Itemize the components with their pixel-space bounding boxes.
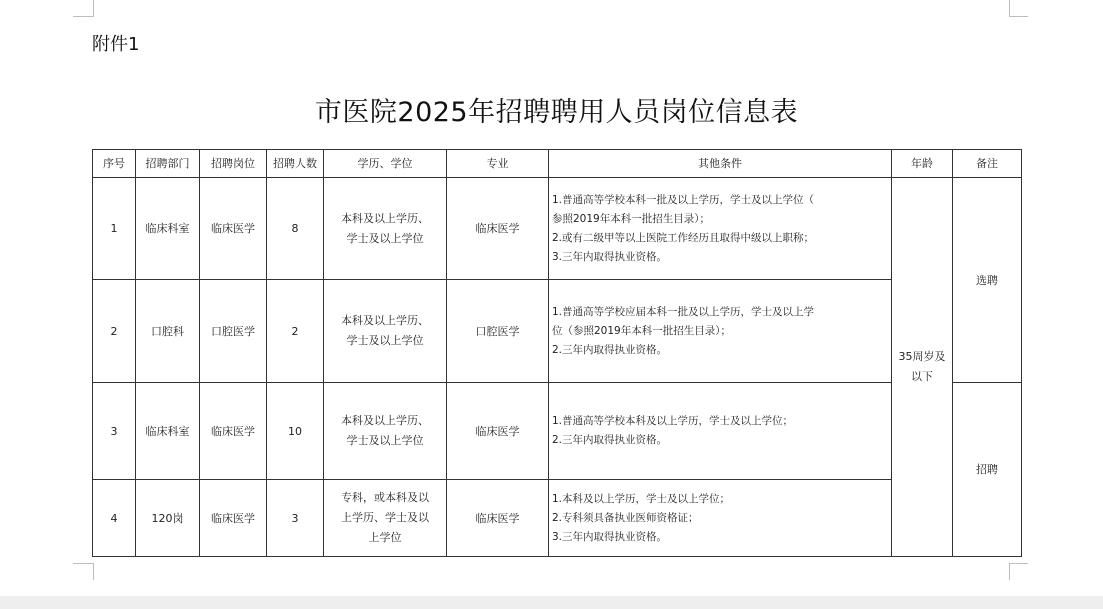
table-row — [93, 480, 1022, 557]
cell-post: 临床医学 — [200, 383, 267, 480]
cell-dept: 临床科室 — [136, 178, 200, 280]
cell-education — [324, 178, 447, 280]
condition-line: 2.专科须具备执业医师资格证； — [552, 511, 699, 524]
condition-line: 1.普通高等学校本科一批及以上学历，学士及以上学位（ — [552, 193, 815, 206]
education-line: 学士及以上学位 — [346, 334, 424, 347]
cell-education — [324, 480, 447, 557]
cell-seq: 1 — [93, 178, 136, 280]
condition-line: 1.普通高等学校应届本科一批及以上学历，学士及以上学 — [552, 305, 815, 318]
condition-line: 3.三年内取得执业资格。 — [552, 250, 668, 263]
header-remark: 备注 — [953, 150, 1022, 178]
cell-count: 2 — [267, 280, 324, 383]
cell-major: 口腔医学 — [447, 280, 549, 383]
cell-seq: 2 — [93, 280, 136, 383]
age-line: 以下 — [911, 370, 933, 383]
cell-dept: 口腔科 — [136, 280, 200, 383]
cell-conditions — [549, 280, 892, 383]
cell-conditions — [549, 480, 892, 557]
cell-conditions — [549, 383, 892, 480]
page-corner-mark — [73, 563, 94, 580]
cell-dept: 临床科室 — [136, 383, 200, 480]
cell-major: 临床医学 — [447, 178, 549, 280]
education-line: 本科及以上学历、 — [341, 314, 429, 327]
header-education: 学历、学位 — [324, 150, 447, 178]
age-line: 35周岁及 — [898, 350, 946, 363]
table-row — [93, 280, 1022, 383]
page-gap — [0, 596, 1103, 609]
header-row — [93, 150, 1022, 178]
page-corner-mark — [1009, 563, 1028, 580]
cell-count: 8 — [267, 178, 324, 280]
cell-count: 10 — [267, 383, 324, 480]
education-line: 学士及以上学位 — [346, 231, 424, 245]
cell-remark: 选聘 — [953, 178, 1022, 383]
education-line: 上学位 — [368, 531, 402, 544]
header-post: 招聘岗位 — [200, 150, 267, 178]
education-line: 本科及以上学历、 — [341, 414, 429, 427]
document-title: 市医院2025年招聘聘用人员岗位信息表 — [314, 97, 799, 128]
condition-line: 1.普通高等学校本科及以上学历，学士及以上学位； — [552, 415, 794, 427]
education-line: 本科及以上学历、 — [341, 211, 429, 225]
table-row — [93, 383, 1022, 480]
attachment-label: 附件1 — [92, 34, 140, 55]
cell-education — [324, 280, 447, 383]
header-dept: 招聘部门 — [136, 150, 200, 178]
cell-major: 临床医学 — [447, 383, 549, 480]
cell-education — [324, 383, 447, 480]
condition-line: 3.三年内取得执业资格。 — [552, 530, 668, 543]
header-conditions: 其他条件 — [549, 150, 892, 178]
page-corner-mark — [1009, 0, 1028, 17]
header-major: 专业 — [447, 150, 549, 178]
cell-post: 临床医学 — [200, 480, 267, 557]
cell-count: 3 — [267, 480, 324, 557]
condition-line: 2.或有二级甲等以上医院工作经历且取得中级以上职称； — [552, 231, 815, 244]
education-line: 上学历、学士及以 — [341, 511, 429, 524]
cell-seq: 3 — [93, 383, 136, 480]
cell-seq: 4 — [93, 480, 136, 557]
header-count: 招聘人数 — [267, 150, 324, 178]
condition-line: 位（参照2019年本科一批招生目录）； — [552, 324, 731, 337]
cell-major: 临床医学 — [447, 480, 549, 557]
cell-conditions — [549, 178, 892, 280]
condition-line: 参照2019年本科一批招生目录）； — [552, 212, 710, 225]
cell-post: 临床医学 — [200, 178, 267, 280]
header-seq: 序号 — [93, 150, 136, 178]
condition-line: 2.三年内取得执业资格。 — [552, 434, 668, 446]
education-line: 专科，或本科及以 — [341, 491, 429, 504]
cell-dept: 120岗 — [136, 480, 200, 557]
header-age: 年龄 — [892, 150, 953, 178]
education-line: 学士及以上学位 — [346, 434, 424, 447]
cell-post: 口腔医学 — [200, 280, 267, 383]
page-corner-mark — [73, 0, 94, 17]
cell-age — [892, 178, 953, 557]
positions-table — [92, 149, 1022, 557]
condition-line: 1.本科及以上学历，学士及以上学位； — [552, 492, 731, 505]
cell-remark: 招聘 — [953, 383, 1022, 557]
condition-line: 2.三年内取得执业资格。 — [552, 343, 668, 356]
table-row — [93, 178, 1022, 280]
